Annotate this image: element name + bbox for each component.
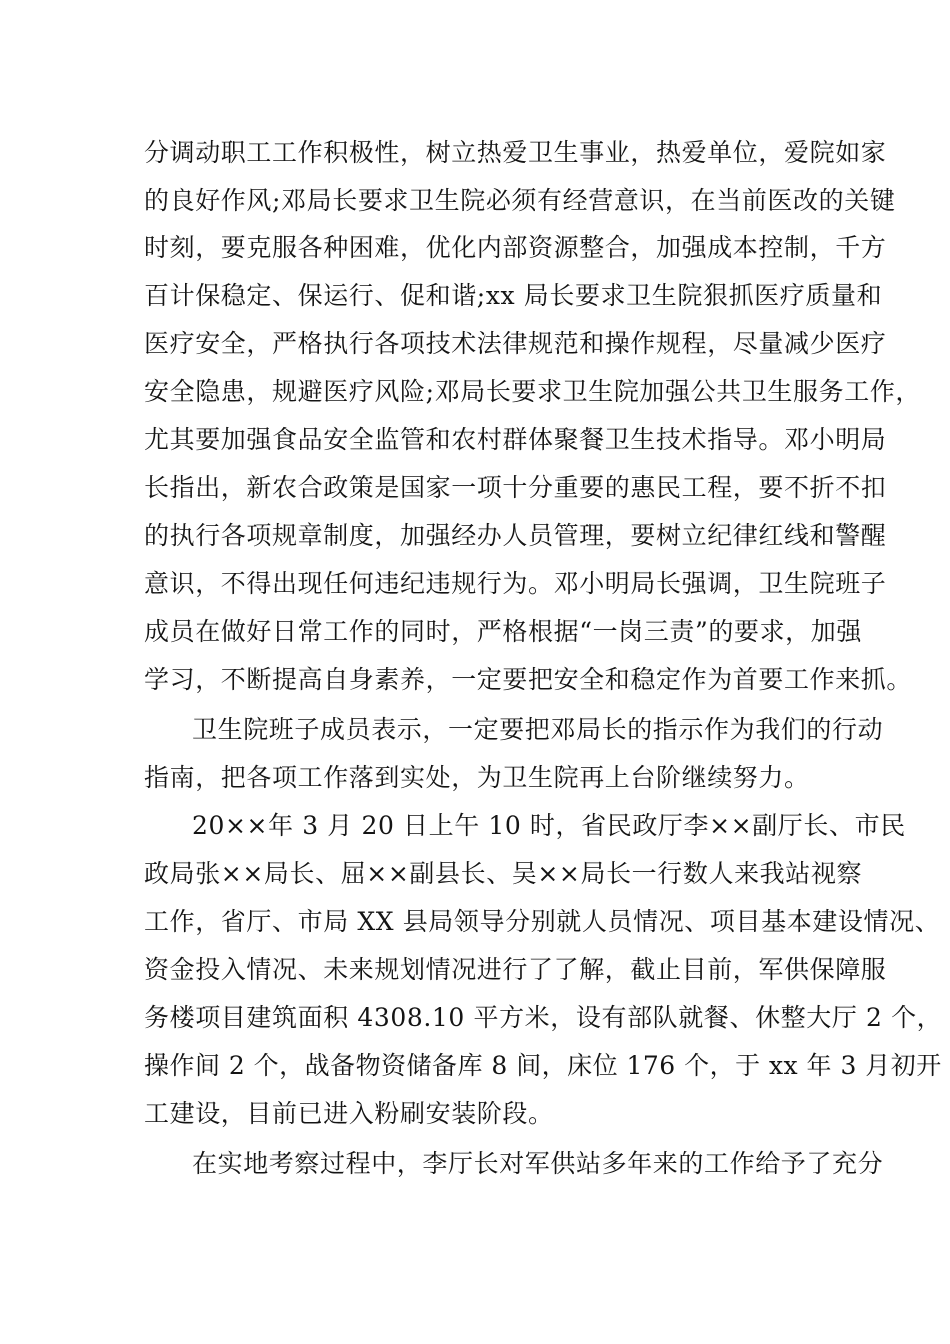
text-line: 20××年 3 月 20 日上午 10 时，省民政厅李××副厅长、市民 — [192, 811, 906, 840]
text-line: 政局张××局长、屈××副县长、吴××局长一行数人来我站视察 — [144, 859, 863, 888]
text-line: 分调动职工工作积极性，树立热爱卫生事业，热爱单位，爱院如家 — [144, 138, 887, 167]
text-line: 安全隐患，规避医疗风险;邓局长要求卫生院加强公共卫生服务工作， — [144, 377, 922, 406]
text-line: 学习，不断提高自身素养，一定要把安全和稳定作为首要工作来抓。 — [144, 665, 913, 694]
text-line: 卫生院班子成员表示，一定要把邓局长的指示作为我们的行动 — [192, 715, 884, 744]
text-line: 务楼项目建筑面积 4308.10 平方米，设有部队就餐、休整大厅 2 个， — [144, 1003, 943, 1032]
text-line: 的良好作风;邓局长要求卫生院必须有经营意识，在当前医改的关键 — [144, 186, 896, 215]
text-line: 工建设，目前已进入粉刷安装阶段。 — [144, 1099, 554, 1128]
text-line: 的执行各项规章制度，加强经办人员管理，要树立纪律红线和警醒 — [144, 521, 887, 550]
text-line: 工作，省厅、市局 XX 县局领导分别就人员情况、项目基本建设情况、 — [144, 907, 941, 936]
text-line: 尤其要加强食品安全监管和农村群体聚餐卫生技术指导。邓小明局 — [144, 425, 887, 454]
text-line: 百计保稳定、保运行、促和谐;xx 局长要求卫生院狠抓医疗质量和 — [144, 281, 883, 310]
text-line: 操作间 2 个，战备物资储备库 8 间，床位 176 个，于 xx 年 3 月初开 — [144, 1051, 942, 1080]
text-line: 长指出，新农合政策是国家一项十分重要的惠民工程，要不折不扣 — [144, 473, 887, 502]
text-line: 时刻，要克服各种困难，优化内部资源整合，加强成本控制，千方 — [144, 233, 887, 262]
text-line: 指南，把各项工作落到实处，为卫生院再上台阶继续努力。 — [144, 763, 810, 792]
text-line: 资金投入情况、未来规划情况进行了了解，截止目前，军供保障服 — [144, 955, 887, 984]
text-line: 意识，不得出现任何违纪违规行为。邓小明局长强调，卫生院班子 — [144, 569, 887, 598]
text-line: 成员在做好日常工作的同时，严格根据“一岗三责”的要求，加强 — [144, 617, 862, 646]
text-line: 医疗安全，严格执行各项技术法律规范和操作规程，尽量减少医疗 — [144, 329, 887, 358]
text-line: 在实地考察过程中，李厅长对军供站多年来的工作给予了充分 — [192, 1149, 884, 1178]
